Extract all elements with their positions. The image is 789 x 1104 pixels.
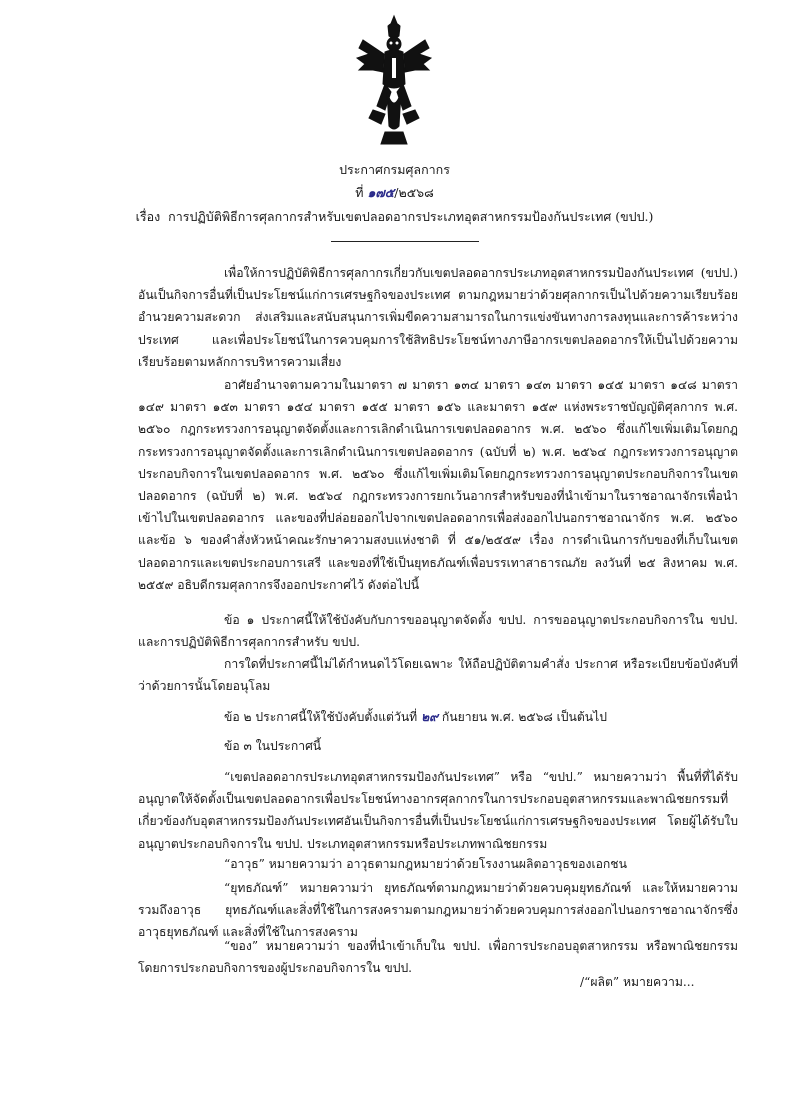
clause-1-supplement: การใดที่ประกาศนี้ไม่ได้กำหนดไว้โดยเฉพาะ ให้ถือปฏิบัติตามคำสั่ง ประกาศ หรือระเบียบข้อบังคับที่ว่าด้วยการนั้นโดยอนุโลม (138, 657, 738, 694)
subject-label: เรื่อง (135, 209, 161, 224)
continuation-note: /“ผลิต” หมายความ... (580, 975, 695, 989)
definition-weapon: “อาวุธ” หมายความว่า อาวุธตามกฎหมายว่าด้วยโรงงานผลิตอาวุธของเอกชน (224, 857, 627, 871)
preamble-paragraph: เพื่อให้การปฏิบัติพิธีการศุลกากรเกี่ยวกับเขตปลอดอากรประเภทอุตสาหกรรมป้องกันประเทศ (ขปป.) อันเป็นกิจการอื่นที่เป็นประโยชน์แก่การเศรษฐกิจของประเทศ ตามกฎหมายว่าด้วยศุลกากรเป็นไปด้วยความเรียบร้อย อำนวยความสะดวก ส่งเสริมและสนับสนุนการเพิ่มขีดความสามารถในการแข่งขันทางการลงทุนและการค้าระหว่างประเทศ และเพื่อประโยชน์ในการควบคุมการใช้สิทธิประโยชน์ทางภาษีอากรเขตปลอดอากรให้เป็นไปด้วยความเรียบร้อยตามหลักการบริหารความเสี่ยง (138, 266, 738, 369)
number-prefix: ที่ (355, 185, 364, 200)
subject-text: การปฏิบัติพิธีการศุลกากรสำหรับเขตปลอดอากรประเภทอุตสาหกรรมป้องกันประเทศ (ขปป.) (168, 209, 654, 224)
announcement-number (0, 183, 789, 203)
definition-zone: “เขตปลอดอากรประเภทอุตสาหกรรมป้องกันประเทศ” หรือ “ขปป.” หมายความว่า พื้นที่ที่ได้รับอนุญาตให้จัดตั้งเป็นเขตปลอดอากรเพื่อประโยชน์ทางอากรศุลกากรในการประกอบอุตสาหกรรมและพาณิชยกรรมที่เกี่ยวข้องกับอุตสาหกรรมป้องกันประเทศอันเป็นกิจการอื่นที่เป็นประโยชน์แก่การเศรษฐกิจของประเทศ โดยผู้ได้รับใบอนุญาตประกอบกิจการใน ขปป. ประเภทอุตสาหกรรมหรือประเภทพาณิชยกรรม (138, 770, 738, 851)
authority-paragraph: อาศัยอำนาจตามความในมาตรา ๗ มาตรา ๑๓๔ มาตรา ๑๔๓ มาตรา ๑๔๕ มาตรา ๑๔๘ มาตรา ๑๔๙ มาตรา ๑๕๓ มาตรา ๑๕๔ มาตรา ๑๕๕ มาตรา ๑๕๖ และมาตรา ๑๕๙ แห่งพระราชบัญญัติศุลกากร พ.ศ. ๒๕๖๐ กฎกระทรวงการอนุญาตจัดตั้งและการเลิกดำเนินการเขตปลอดอากร พ.ศ. ๒๕๖๐ ซึ่งแก้ไขเพิ่มเติมโดยกฎกระทรวงการอนุญาตจัดตั้งและการเลิกดำเนินการเขตปลอดอากร (ฉบับที่ ๒) พ.ศ. ๒๕๖๔ กฎกระทรวงการอนุญาตประกอบกิจการในเขตปลอดอากร พ.ศ. ๒๕๖๐ ซึ่งแก้ไขเพิ่มเติมโดยกฎกระทรวงการอนุญาตประกอบกิจการในเขตปลอดอากร (ฉบับที่ ๒) พ.ศ. ๒๕๖๔ กฎกระทรวงการยกเว้นอากรสำหรับของที่นำเข้ามาในราชอาณาจักรเพื่อนำเข้าไปในเขตปลอดอากร และของที่ปล่อยออกไปจากเขตปลอดอากรเพื่อส่งออกไปนอกราชอาณาจักร พ.ศ. ๒๕๖๐ และข้อ ๖ ของคำสั่งหัวหน้าคณะรักษาความสงบแห่งชาติ ที่ ๕๑/๒๕๕๙ เรื่อง การดำเนินการกับของที่เก็บในเขตปลอดอากรและเขตประกอบการเสรี และของที่ใช้เป็นยุทธภัณฑ์เพื่อบรรเทาสาธารณภัย ลงวันที่ ๒๕ สิงหาคม พ.ศ. ๒๕๕๙ อธิบดีกรมศุลกากรจึงออกประกาศไว้ ดังต่อไปนี้ (138, 378, 738, 592)
title-divider (331, 241, 479, 242)
handwritten-number: ๑๗๕ (367, 185, 395, 200)
announcement-subject (0, 207, 789, 227)
announcement-title: ประกาศกรมศุลกากร (339, 162, 450, 177)
definition-goods: “ของ” หมายความว่า ของที่นำเข้าเก็บใน ขปป. เพื่อการประกอบอุตสาหกรรม หรือพาณิชยกรรม โดยการประกอบกิจการของผู้ประกอบกิจการใน ขปป. (138, 939, 738, 976)
clause-1: ข้อ ๑ ประกาศนี้ให้ใช้บังคับกับการขออนุญาตจัดตั้ง ขปป. การขออนุญาตประกอบกิจการใน ขปป. และการปฏิบัติพิธีการศุลกากรสำหรับ ขปป. (138, 613, 738, 650)
handwritten-day: ๒๙ (421, 710, 439, 724)
clause-2: ข้อ ๒ ประกาศนี้ให้ใช้บังคับตั้งแต่วันที่ ๒๙ กันยายน พ.ศ. ๒๕๖๘ เป็นต้นไป (224, 710, 607, 724)
number-suffix: /๒๕๖๘ (394, 185, 434, 200)
definition-military-equipment: “ยุทธภัณฑ์” หมายความว่า ยุทธภัณฑ์ตามกฎหมายว่าด้วยควบคุมยุทธภัณฑ์ และให้หมายความรวมถึงอาวุธ ยุทธภัณฑ์และสิ่งที่ใช้ในการสงครามตามกฎหมายว่าด้วยควบคุมการส่งออกไปนอกราชอาณาจักรซึ่งอาวุธยุทธภัณฑ์ และสิ่งที่ใช้ในการสงคราม (138, 881, 738, 940)
garuda-emblem-icon (355, 14, 433, 148)
clause-3: ข้อ ๓ ในประกาศนี้ (224, 739, 322, 753)
